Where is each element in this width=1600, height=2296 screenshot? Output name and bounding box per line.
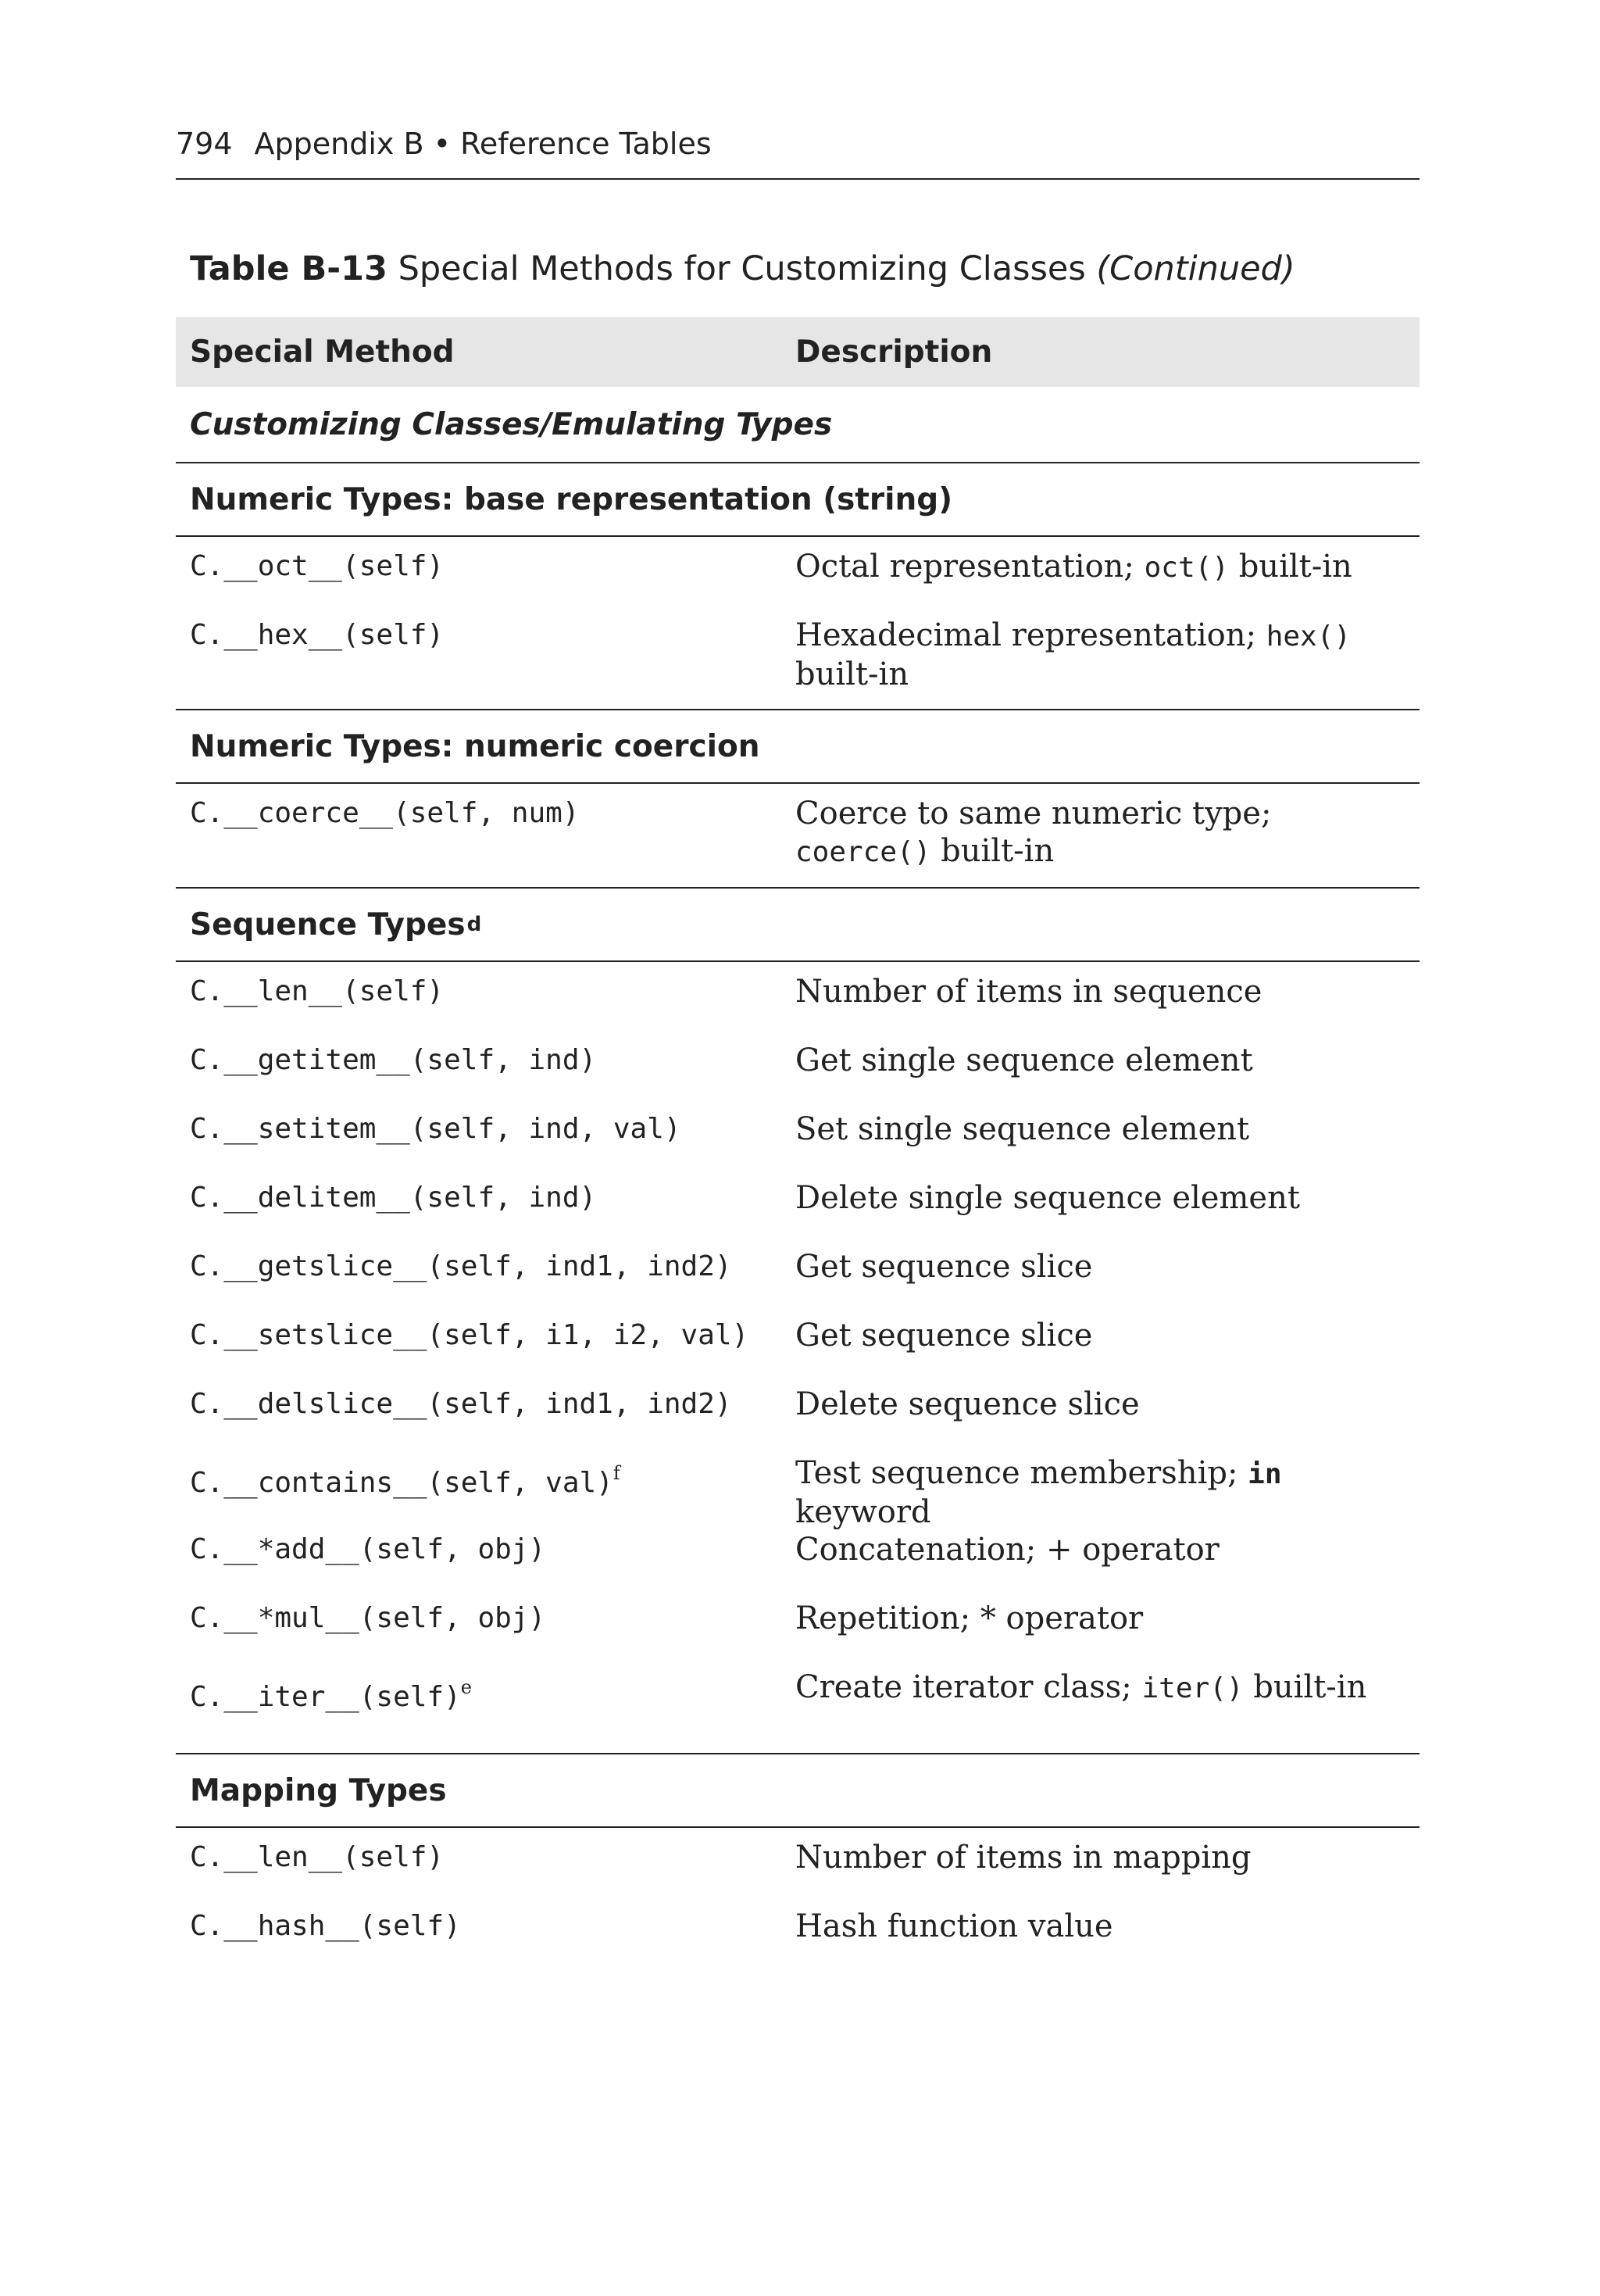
table-row <box>176 1179 1420 1248</box>
table-row <box>176 548 1420 617</box>
description-text: Get single sequence element <box>795 1042 1253 1078</box>
description-text: Test sequence membership; <box>795 1455 1238 1491</box>
method-cell <box>176 1531 795 1568</box>
description-cell <box>795 1839 1420 1876</box>
description-text: Delete single sequence element <box>795 1180 1300 1216</box>
table-row <box>176 617 1420 693</box>
inline-code: oct() <box>1144 552 1229 584</box>
description-cell <box>795 1248 1420 1286</box>
method-signature: C.__delslice__(self, ind1, ind2) <box>190 1388 732 1420</box>
description-cell <box>795 1179 1420 1217</box>
method-cell <box>176 1042 795 1079</box>
continued-note: (Continued) <box>1096 249 1295 288</box>
table-row <box>176 973 1420 1042</box>
method-signature: C.__hex__(self) <box>190 619 445 651</box>
description-text: Octal representation; <box>795 549 1134 585</box>
table-body <box>176 462 1420 1992</box>
method-signature: C.__delitem__(self, ind) <box>190 1182 597 1214</box>
method-cell <box>176 1908 795 1945</box>
method-cell <box>176 548 795 585</box>
section-title: Sequence Types <box>190 907 466 942</box>
table-label: Table B-13 <box>190 249 388 288</box>
table-row <box>176 1042 1420 1110</box>
description-cell <box>795 1110 1420 1148</box>
description-cell <box>795 1668 1420 1708</box>
description-text: Delete sequence slice <box>795 1386 1140 1422</box>
footnote-marker: f <box>612 1462 620 1484</box>
method-signature: C.__oct__(self) <box>190 550 445 582</box>
method-cell <box>176 795 795 832</box>
method-cell <box>176 1454 795 1502</box>
method-cell <box>176 1600 795 1637</box>
description-suffix: keyword <box>795 1494 931 1530</box>
inline-code: hex() <box>1266 620 1352 653</box>
description-suffix: built-in <box>1253 1669 1367 1705</box>
inline-code: iter() <box>1141 1672 1244 1704</box>
table-caption <box>190 245 1295 292</box>
description-cell <box>795 1600 1420 1637</box>
method-cell <box>176 1248 795 1286</box>
page-number: 794 <box>176 127 233 161</box>
method-cell <box>176 973 795 1010</box>
method-signature: C.__contains__(self, val) <box>190 1467 613 1499</box>
method-cell <box>176 1386 795 1423</box>
section-heading <box>176 709 1420 784</box>
section-title: Numeric Types: base representation (string) <box>190 481 953 517</box>
description-text: Get sequence slice <box>795 1249 1093 1285</box>
method-cell <box>176 1668 795 1716</box>
description-cell <box>795 1386 1420 1423</box>
running-header <box>176 120 1420 180</box>
column-header-description: Description <box>795 334 993 370</box>
description-cell <box>795 617 1420 693</box>
method-signature: C.__coerce__(self, num) <box>190 797 580 829</box>
method-signature: C.__getslice__(self, ind1, ind2) <box>190 1250 732 1282</box>
description-text: Get sequence slice <box>795 1318 1093 1354</box>
description-text: Hash function value <box>795 1908 1113 1944</box>
table-row <box>176 1531 1420 1600</box>
method-signature: C.__*mul__(self, obj) <box>190 1602 546 1634</box>
description-text: Concatenation; + operator <box>795 1532 1220 1568</box>
description-cell <box>795 548 1420 587</box>
reference-table <box>176 317 1420 1992</box>
method-signature: C.__iter__(self) <box>190 1681 461 1713</box>
description-text: Number of items in sequence <box>795 974 1262 1010</box>
description-cell <box>795 1317 1420 1354</box>
description-cell <box>795 1531 1420 1568</box>
footnote-marker: d <box>466 913 482 936</box>
section-heading <box>176 887 1420 962</box>
inline-code: coerce() <box>795 836 931 868</box>
description-cell <box>795 1042 1420 1079</box>
section-rows <box>176 784 1420 887</box>
section-title: Numeric Types: numeric coercion <box>190 728 760 764</box>
method-signature: C.__setslice__(self, i1, i2, val) <box>190 1319 749 1351</box>
description-text: Repetition; * operator <box>795 1600 1144 1636</box>
description-suffix: built-in <box>1238 549 1352 585</box>
table-row <box>176 1454 1420 1531</box>
inline-code: in <box>1248 1458 1282 1490</box>
section-rows <box>176 962 1420 1753</box>
table-row <box>176 1110 1420 1179</box>
running-title: Appendix B • Reference Tables <box>254 127 712 161</box>
column-header-method: Special Method <box>190 334 455 370</box>
description-cell <box>795 795 1420 871</box>
method-cell <box>176 1179 795 1217</box>
description-suffix: built-in <box>795 656 909 692</box>
description-cell <box>795 1908 1420 1945</box>
method-cell <box>176 617 795 654</box>
section-title: Mapping Types <box>190 1772 447 1808</box>
section-rows <box>176 1828 1420 1992</box>
table-row <box>176 1386 1420 1454</box>
description-text: Create iterator class; <box>795 1669 1132 1705</box>
group-title: Customizing Classes/Emulating Types <box>190 406 833 442</box>
table-title: Special Methods for Customizing Classes <box>398 249 1086 288</box>
footnote-marker: e <box>460 1676 472 1698</box>
table-row <box>176 1908 1420 1976</box>
description-text: Set single sequence element <box>795 1111 1250 1147</box>
section-heading <box>176 462 1420 537</box>
description-suffix: built-in <box>941 833 1055 869</box>
method-cell <box>176 1110 795 1148</box>
method-signature: C.__getitem__(self, ind) <box>190 1044 597 1076</box>
description-cell <box>795 1454 1420 1531</box>
description-text: Coerce to same numeric type; <box>795 796 1272 831</box>
table-header-row <box>176 317 1420 387</box>
method-cell <box>176 1317 795 1354</box>
method-signature: C.__len__(self) <box>190 975 445 1007</box>
description-text: Number of items in mapping <box>795 1840 1252 1876</box>
table-row <box>176 1600 1420 1668</box>
section-heading <box>176 1753 1420 1828</box>
description-cell <box>795 973 1420 1010</box>
table-row <box>176 1317 1420 1386</box>
method-signature: C.__len__(self) <box>190 1841 445 1873</box>
table-row <box>176 1248 1420 1317</box>
method-signature: C.__*add__(self, obj) <box>190 1533 546 1565</box>
method-signature: C.__hash__(self) <box>190 1910 461 1942</box>
method-signature: C.__setitem__(self, ind, val) <box>190 1113 681 1145</box>
table-row <box>176 1839 1420 1908</box>
method-cell <box>176 1839 795 1876</box>
section-rows <box>176 537 1420 709</box>
table-row <box>176 1668 1420 1737</box>
table-row <box>176 795 1420 871</box>
description-text: Hexadecimal representation; <box>795 617 1256 653</box>
